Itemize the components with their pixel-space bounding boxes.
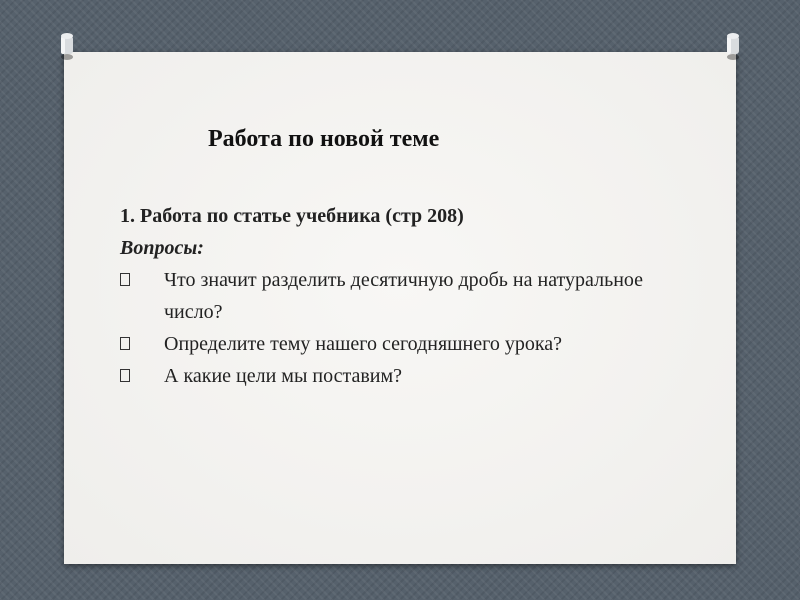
bullet-text: Что значит разделить десятичную дробь на натуральное число? [164,269,644,323]
subheading: 1. Работа по статье учебника (стр 208) [120,205,464,227]
bullet-text: Определите тему нашего сегодняшнего урока? [164,333,563,355]
list-item [120,328,700,360]
list-item [120,264,700,328]
bullet-list [120,264,700,392]
pushpin-icon [56,32,78,62]
bullet-text: А какие цели мы поставим? [164,365,403,387]
hollow-square-icon [120,337,130,350]
hollow-square-icon [120,369,130,382]
pushpin-icon [722,32,744,62]
questions-label: Вопросы: [120,237,204,259]
hollow-square-icon [120,273,130,286]
list-item [120,360,700,392]
slide-title: Работа по новой теме [208,126,440,152]
slide-body [120,200,700,392]
